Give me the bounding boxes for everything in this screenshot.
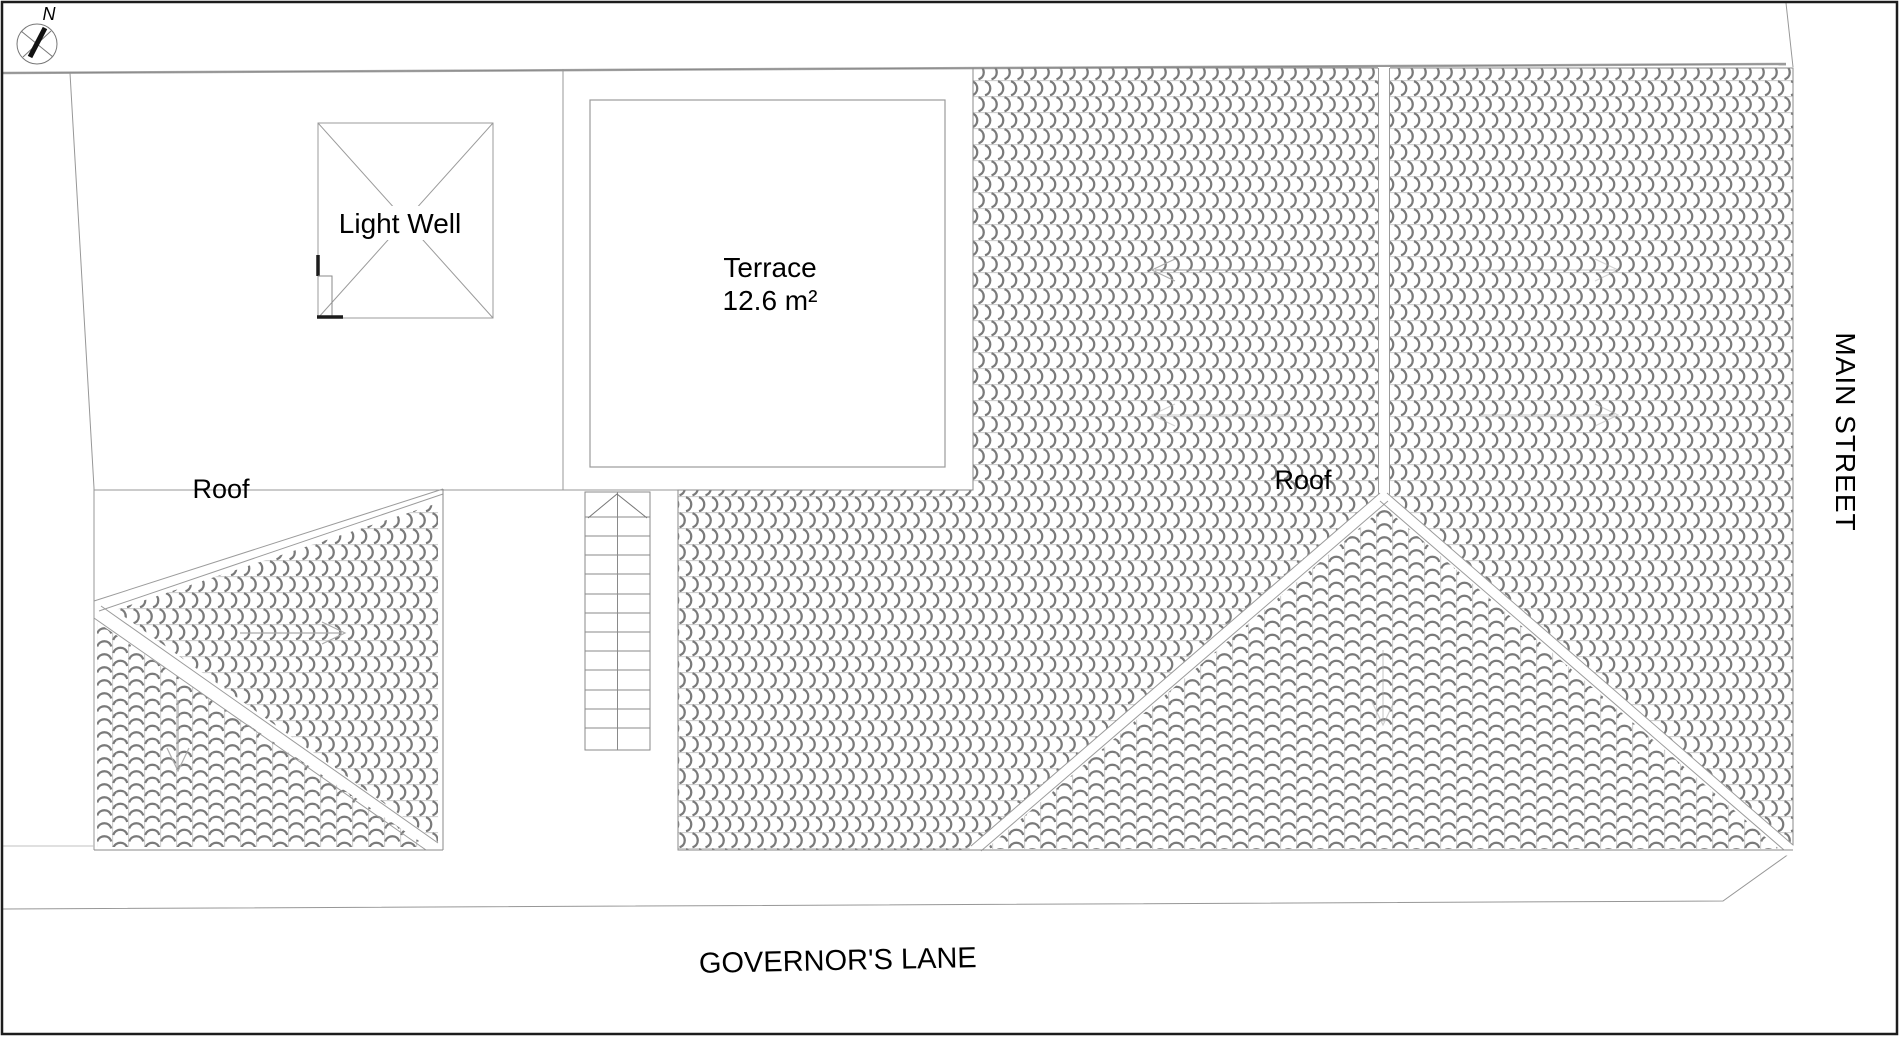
roof-right-label: Roof: [1274, 465, 1332, 495]
ridge-band-vertical: [1378, 67, 1390, 497]
terrace-outline: [590, 100, 945, 467]
north-label: N: [42, 4, 56, 24]
light-well-label: Light Well: [338, 208, 462, 239]
terrace-area-label: 12.6 m²: [722, 285, 818, 316]
roof-left-label: Roof: [192, 474, 250, 504]
main-street-label: MAIN STREET: [1830, 332, 1861, 532]
terrace-label: Terrace: [723, 252, 817, 283]
governors-lane-label: GOVERNOR'S LANE: [698, 942, 978, 980]
stairs: [585, 492, 650, 750]
